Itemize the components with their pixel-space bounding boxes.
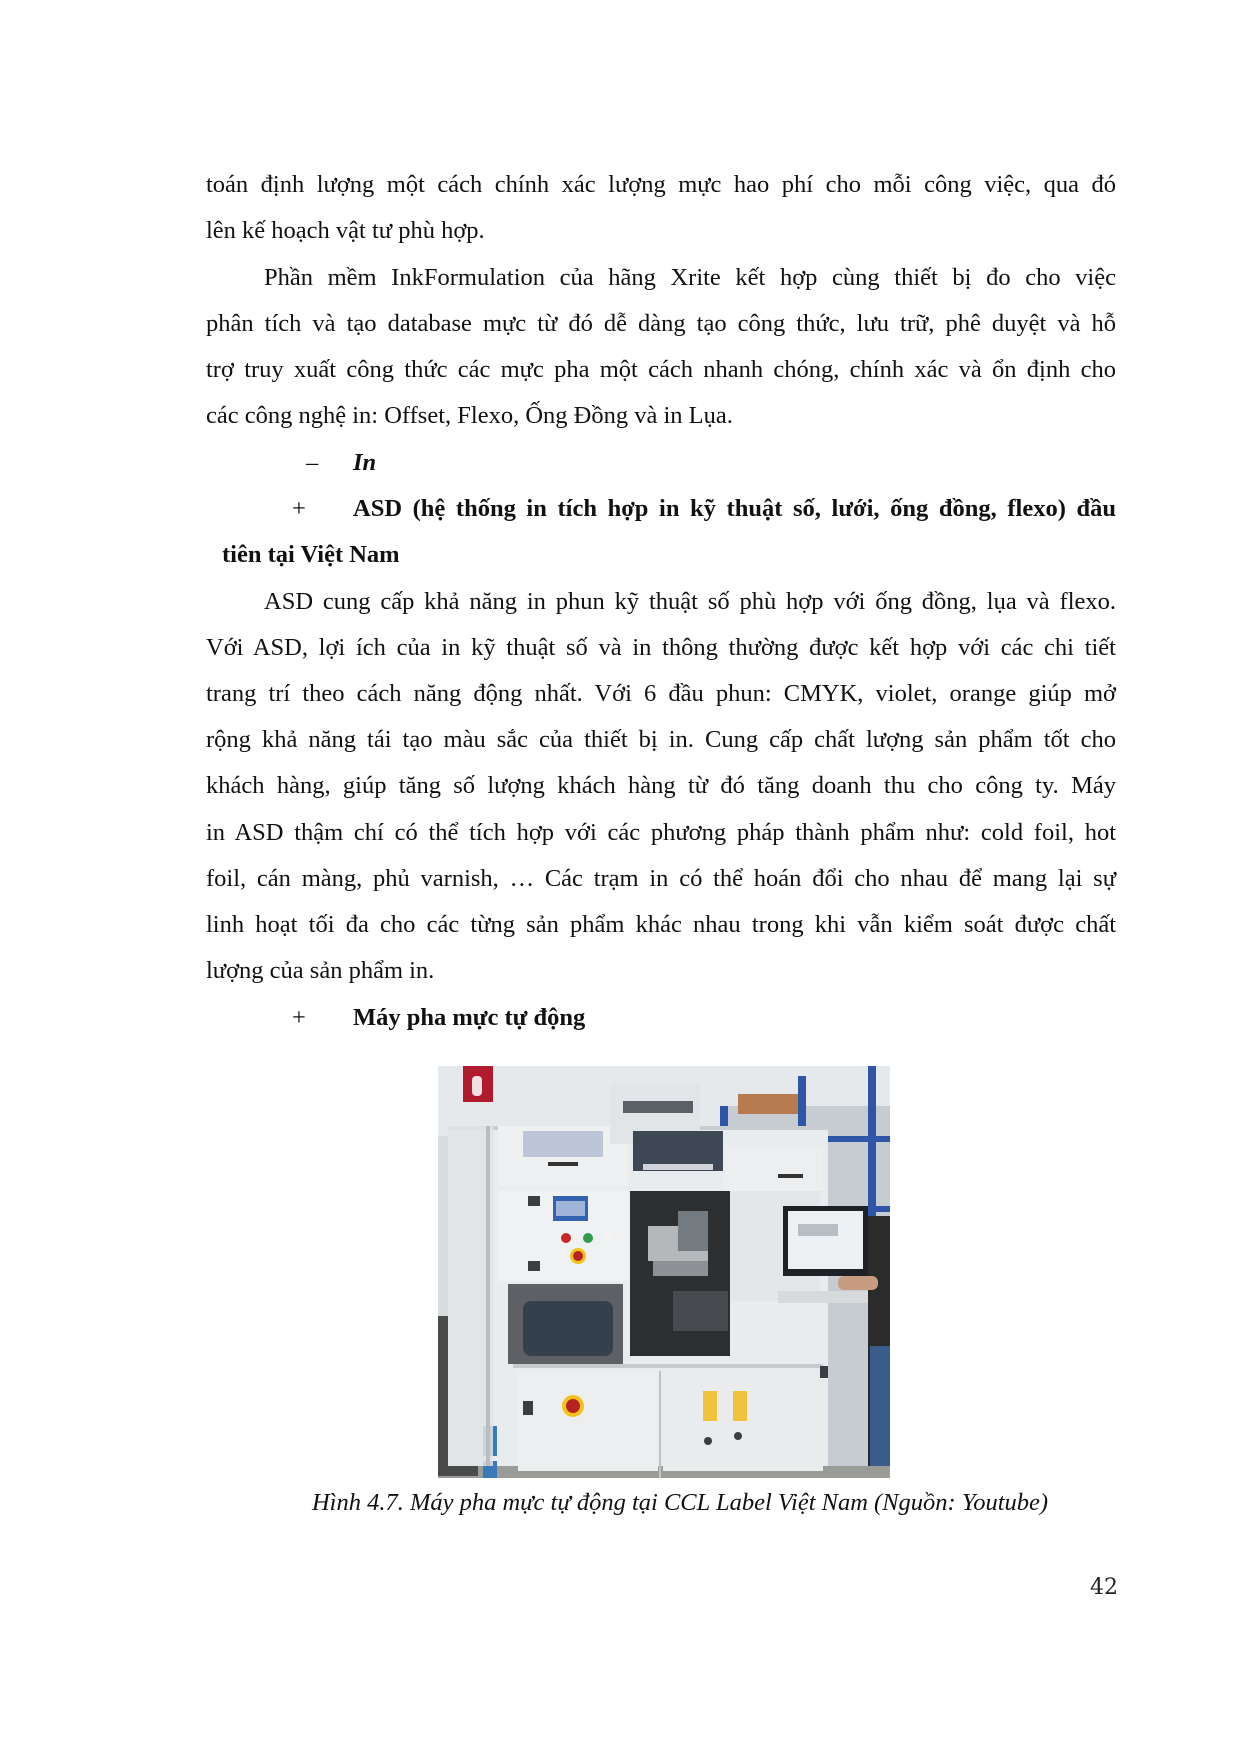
section-heading-in: In xyxy=(353,449,377,476)
dash-bullet-icon: – xyxy=(306,449,319,476)
subsection-heading-asd-line-2: tiên tại Việt Nam xyxy=(222,541,400,568)
paragraph-1-line-2: lên kế hoạch vật tư phù hợp. xyxy=(206,217,485,244)
paragraph-2-line-1: Phần mềm InkFormulation của hãng Xrite kết hợp cùng thiết bị đo cho việc xyxy=(264,264,1116,291)
page-number: 42 xyxy=(1090,1575,1118,1600)
paragraph-3-line-4: rộng khả năng tái tạo màu sắc của thiết bị in. Cung cấp chất lượng sản phẩm tốt cho xyxy=(206,726,1116,753)
machine-photo-illustration xyxy=(438,1066,890,1478)
paragraph-2-line-2: phân tích và tạo database mực từ đó dễ dàng tạo công thức, lưu trữ, phê duyệt và hỗ xyxy=(206,310,1116,337)
figure-photo-ink-dispensing-machine xyxy=(438,1066,890,1478)
plus-bullet-icon: + xyxy=(292,1004,306,1031)
paragraph-3-line-2: Với ASD, lợi ích của in kỹ thuật số và in thông thường được kết hợp với các chi tiết xyxy=(206,634,1116,661)
paragraph-3-line-5: khách hàng, giúp tăng số lượng khách hàng từ đó tăng doanh thu cho công ty. Máy xyxy=(206,772,1116,799)
paragraph-3-line-1: ASD cung cấp khả năng in phun kỹ thuật số phù hợp với ống đồng, lụa và flexo. xyxy=(264,588,1116,615)
paragraph-3-line-9: lượng của sản phẩm in. xyxy=(206,957,435,984)
plus-bullet-icon: + xyxy=(292,495,306,522)
paragraph-3-line-8: linh hoạt tối đa cho các từng sản phẩm khác nhau trong khi vẫn kiểm soát được chất xyxy=(206,911,1116,938)
subsection-heading-ink-machine: Máy pha mực tự động xyxy=(353,1004,586,1031)
paragraph-2-line-3: trợ truy xuất công thức các mực pha một cách nhanh chóng, chính xác và ổn định cho xyxy=(206,356,1116,383)
paragraph-3-line-6: in ASD thậm chí có thể tích hợp với các phương pháp thành phẩm như: cold foil, hot xyxy=(206,819,1116,846)
paragraph-2-line-4: các công nghệ in: Offset, Flexo, Ống Đồng và in Lụa. xyxy=(206,402,733,429)
paragraph-3-line-3: trang trí theo cách năng động nhất. Với 6 đầu phun: CMYK, violet, orange giúp mở xyxy=(206,680,1116,707)
figure-caption: Hình 4.7. Máy pha mực tự động tại CCL Label Việt Nam (Nguồn: Youtube) xyxy=(311,1489,1049,1516)
paragraph-3-line-7: foil, cán màng, phủ varnish, … Các trạm in có thể hoán đổi cho nhau để mang lại sự xyxy=(206,865,1116,892)
subsection-heading-asd-line-1: ASD (hệ thống in tích hợp in kỹ thuật số, lưới, ống đồng, flexo) đầu xyxy=(353,495,1116,522)
paragraph-1-line-1: toán định lượng một cách chính xác lượng mực hao phí cho mỗi công việc, qua đó xyxy=(206,171,1116,198)
